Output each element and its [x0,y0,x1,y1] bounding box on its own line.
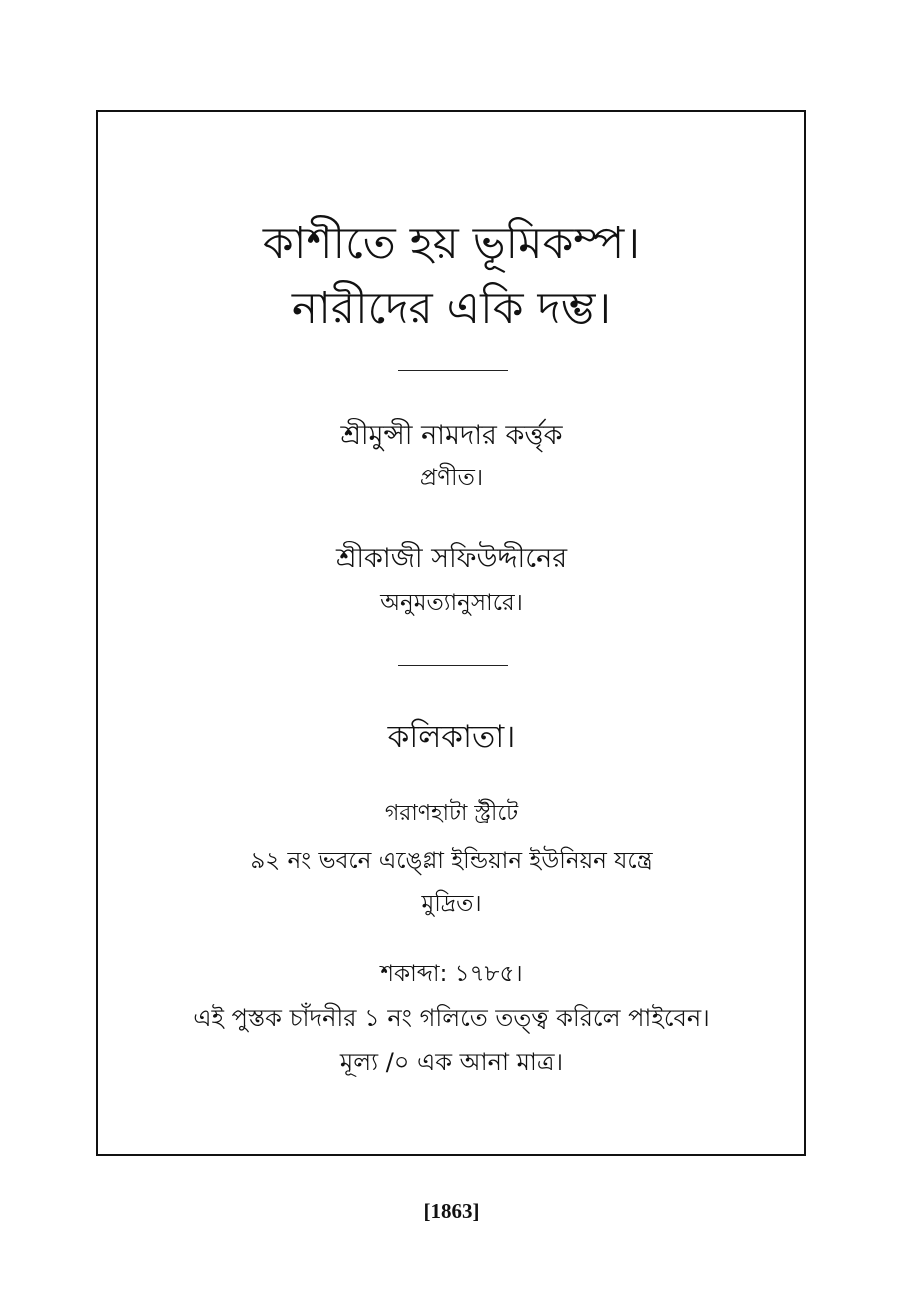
title-line-1: কাশীতে হয় ভূমিকম্প। [262,218,641,269]
publication-year: [1863] [423,1199,480,1223]
title-line-2: নারীদের একি দম্ভ। [291,283,612,334]
printed-line: মুদ্রিত। [421,891,482,917]
press-address-line: গরাণহাটা স্ট্রীটে [384,801,519,826]
availability-note: এই পুস্তক চাঁদনীর ১ নং গলিতে তত্ত্ব করিলে পাইবেন। [193,1004,710,1032]
author-line: শ্রীমুন্সী নামদার কর্ত্তৃক [340,420,563,451]
permission-suffix: অনুমত্যানুসারে। [380,590,523,616]
era-date: শকাব্দা: ১৭৮৫। [380,961,523,987]
price-line: মূল্য /০ এক আনা মাত্র। [339,1048,564,1076]
author-suffix: প্রণীত। [419,465,484,491]
city-name: কলিকাতা। [387,719,516,755]
press-name-line: ৯২ নং ভবনে এঙ্গ্লো ইন্ডিয়ান ইউনিয়ন যন্ত্রে [250,848,653,874]
permission-line: শ্রীকাজী সফিউদ্দীনের [335,543,568,574]
divider-rule-top [398,370,508,371]
divider-rule-middle [398,665,508,666]
